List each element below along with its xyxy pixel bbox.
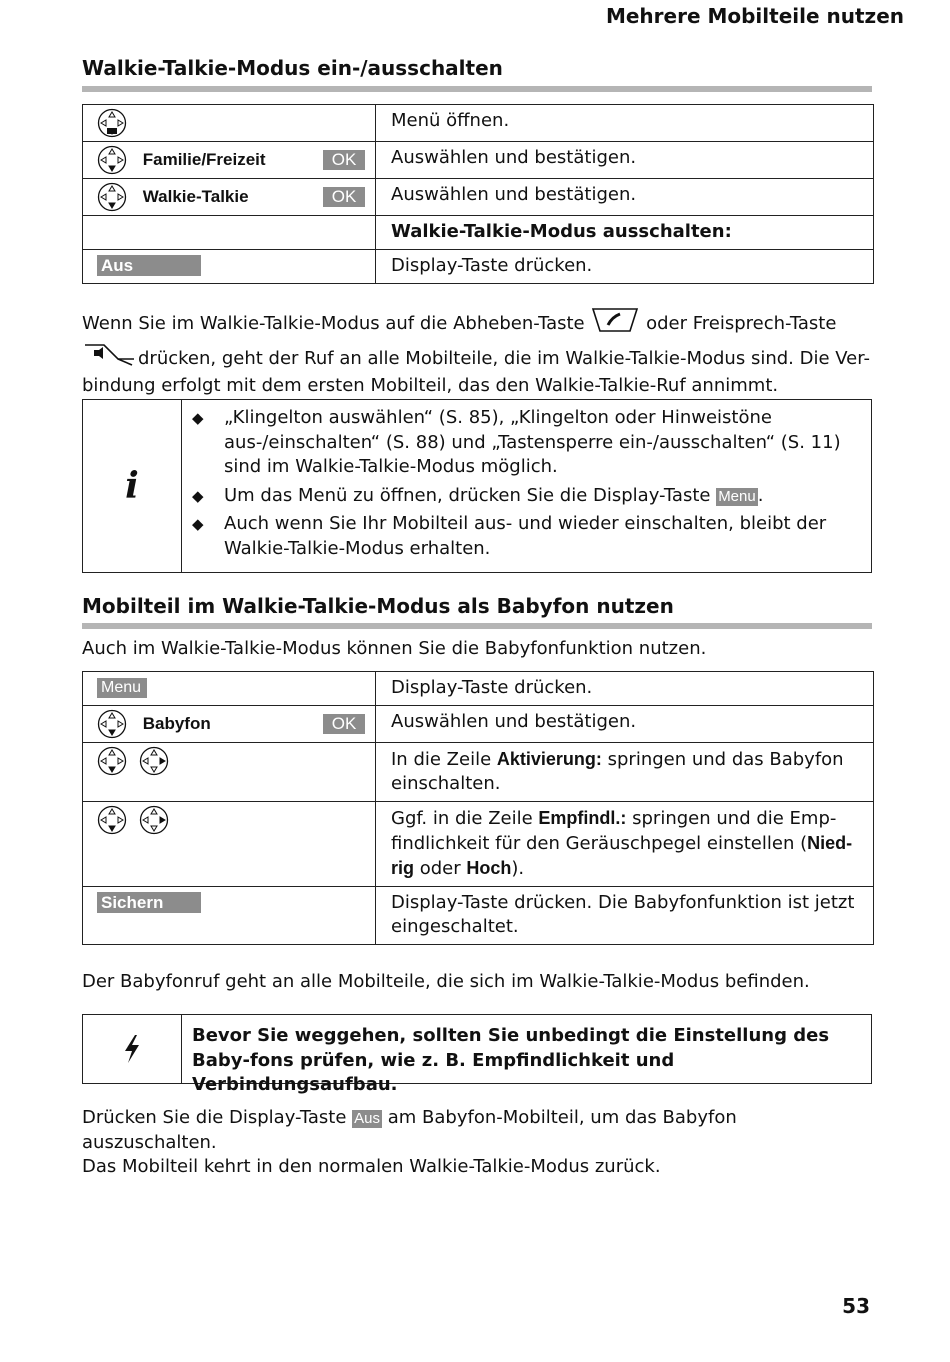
- list-item: ◆ Auch wenn Sie Ihr Mobilteil aus- und wieder einschalten, bleibt der Walkie-Talkie-Modus erhalten.: [192, 513, 827, 559]
- table-row: [83, 887, 874, 945]
- menu-softkey: Menu: [97, 678, 147, 698]
- ok-softkey: OK: [323, 714, 365, 734]
- nav-key-right-icon: [139, 746, 169, 776]
- nav-key-down-icon: [97, 746, 127, 776]
- menu-softkey: Menu: [718, 487, 756, 505]
- step-text: Auswählen und bestätigen.: [376, 706, 874, 743]
- aus-softkey: Aus: [354, 1110, 381, 1127]
- para-text: oder Freisprech-Taste: [646, 312, 837, 334]
- menu-item-familie-freizeit: Familie/Freizeit: [142, 150, 266, 169]
- step-text: Display-Taste drücken. Die Babyfonfunktion ist jetzt eingeschaltet.: [376, 887, 874, 945]
- warning-text: Bevor Sie weggehen, sollten Sie unbedingt die Einstellung des Baby-fons prüfen, wie z. B. Empfindlichkeit und Verbindungsaufbau.: [192, 1025, 830, 1095]
- step-text: Auswählen und bestätigen.: [376, 179, 874, 216]
- section-title-babyfon: Mobilteil im Walkie-Talkie-Modus als Babyfon nutzen: [82, 594, 674, 618]
- sichern-softkey: Sichern: [97, 892, 201, 913]
- step-text: Display-Taste drücken.: [376, 672, 874, 706]
- ok-softkey: OK: [323, 150, 365, 170]
- page-number: 53: [842, 1294, 870, 1318]
- step-text: In die Zeile Aktivierung: springen und das Babyfon einschalten.: [376, 743, 874, 802]
- bullet-icon: ◆: [192, 409, 204, 427]
- table-row: [83, 250, 874, 284]
- para-text: drücken, geht der Ruf an alle Mobilteile, die im Walkie-Talkie-Modus sind. Die Ver-: [138, 347, 870, 369]
- paragraph-final: [82, 1106, 877, 1180]
- table-row: [83, 179, 874, 216]
- warning-icon: [83, 1015, 182, 1083]
- list-item: ◆ Um das Menü zu öffnen, drücken Sie die Display-Taste Menu .: [192, 484, 861, 509]
- table-row: [83, 802, 874, 887]
- nav-key-right-icon: [139, 805, 169, 835]
- nav-key-down-icon: [97, 182, 127, 212]
- para-text: Das Mobilteil kehrt in den normalen Walkie-Talkie-Modus zurück.: [82, 1156, 661, 1177]
- table-row: [83, 142, 874, 179]
- nav-key-down-icon: [97, 805, 127, 835]
- section-rule: [82, 623, 872, 629]
- ok-softkey: OK: [323, 187, 365, 207]
- table-row: [83, 216, 874, 250]
- menu-item-walkie-talkie: Walkie-Talkie: [142, 187, 249, 206]
- paragraph-intro: Auch im Walkie-Talkie-Modus können Sie die Babyfonfunktion nutzen.: [82, 638, 707, 659]
- nav-key-down-icon: [97, 145, 127, 175]
- section-title-walkie-talkie: Walkie-Talkie-Modus ein-/ausschalten: [82, 56, 503, 80]
- paragraph-call-keys: [82, 305, 877, 399]
- step-text: Ggf. in die Zeile Empfindl.: springen und die Emp-findlichkeit für den Geräuschpegel einstellen (Nied-rig oder Hoch).: [376, 802, 874, 887]
- section-rule: [82, 86, 872, 92]
- table-row: [83, 105, 874, 142]
- info-note-box: [82, 399, 872, 573]
- aus-softkey: Aus: [97, 255, 201, 276]
- steps-table-babyfon: [82, 671, 874, 945]
- steps-table-walkie-talkie: [82, 104, 874, 284]
- table-row: [83, 706, 874, 743]
- bullet-icon: ◆: [192, 486, 204, 505]
- table-row: [83, 672, 874, 706]
- para-text: Drücken Sie die Display-Taste: [82, 1107, 347, 1128]
- handsfree-key-icon: [82, 343, 138, 375]
- menu-item-babyfon: Babyfon: [142, 714, 211, 733]
- para-text: Wenn Sie im Walkie-Talkie-Modus auf die Abheben-Taste: [82, 312, 585, 334]
- info-icon: i: [83, 400, 182, 572]
- page-header-title: Mehrere Mobilteile nutzen: [605, 4, 904, 28]
- step-subheading: Walkie-Talkie-Modus ausschalten:: [376, 216, 874, 250]
- para-text: am Babyfon-Mobilteil, um das Babyfon auszuschalten.: [82, 1107, 737, 1153]
- step-text: Menü öffnen.: [376, 105, 874, 142]
- step-text: Display-Taste drücken.: [376, 250, 874, 284]
- bullet-icon: ◆: [192, 515, 204, 533]
- warning-note-box: [82, 1014, 872, 1095]
- step-text: Auswählen und bestätigen.: [376, 142, 874, 179]
- table-row: [83, 743, 874, 802]
- nav-key-down-icon: [97, 709, 127, 739]
- nav-key-menu-icon: [97, 108, 127, 138]
- talk-key-icon: [590, 305, 640, 343]
- list-item: ◆ „Klingelton auswählen“ (S. 85), „Klingelton oder Hinweistöne aus-/einschalten“ (S. 88) und „Tastensperre ein-/ausschalten“ (S. 11) sind im Walkie-Talkie-Modus möglich.: [192, 407, 841, 477]
- paragraph-babyfon-call: Der Babyfonruf geht an alle Mobilteile, die sich im Walkie-Talkie-Modus befinden.: [82, 971, 810, 992]
- para-text: bindung erfolgt mit dem ersten Mobilteil, das den Walkie-Talkie-Ruf annimmt.: [82, 375, 779, 396]
